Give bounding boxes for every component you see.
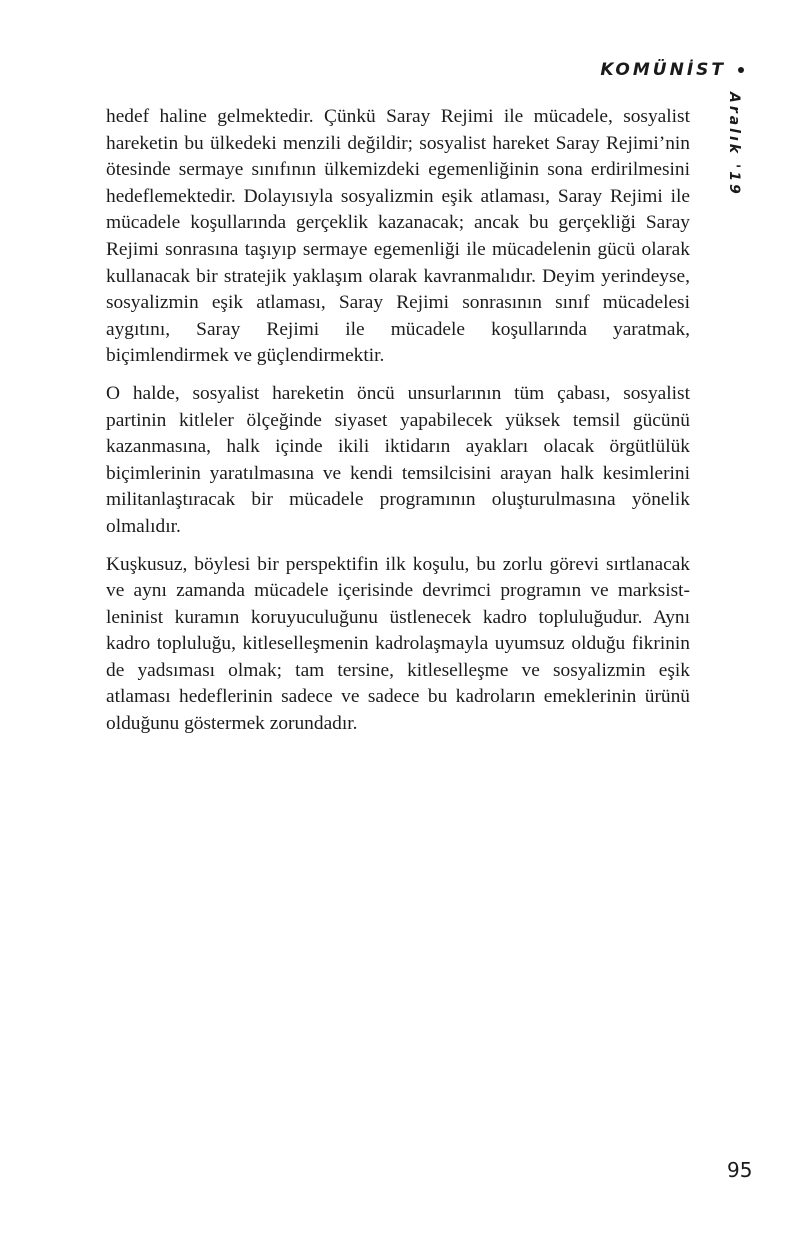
paragraph: O halde, sosyalist hareketin öncü unsurlarının tüm çabası, sosyalist partinin kitleler ölçeğinde siyaset yapabilecek yüksek temsil gücünü kazanmasına, halk içinde ikili iktidarın ayakları olacak örgütlülük biçimlerinin yaratılmasına ve kendi temsilcisini arayan halk kesimlerini militanlaştıracak bir mücadele programının oluşturulmasına yönelik olmalıdır. [106,382,690,537]
paragraph: hedef haline gelmektedir. Çünkü Saray Rejimi ile mücadele, sosyalist hareketin bu ülkedeki menzili değildir; sosyalist hareket Saray Rejimi’nin ötesinde sermaye sınıfının ülkemizdeki egemenliğinin sona erdirilmesini hedeflemektedir. Dolayısıyla sosyalizmin eşik atlaması, Saray Rejimi ile mücadele koşullarında gerçeklik kazanacak; ancak bu gerçekliği Saray Rejimi sonrasına taşıyıp sermaye egemenliği ile mücadelenin gücü olarak kullanacak bir stratejik yaklaşım olarak kavranmalıdır. Deyim yerindeyse, sosyalizmin eşik atlaması, Saray Rejimi sonrasının sınıf mücadelesi aygıtını, Saray Rejimi ile mücadele koşullarında yaratmak, biçimlendirmek ve güçlendirmektir. [106,106,690,367]
page-number: 95 [727,1158,753,1182]
paragraph: Kuşkusuz, böylesi bir perspektifin ilk koşulu, bu zorlu görevi sırtlanacak ve aynı zamanda mücadele içerisinde devrimci programın ve marksist-leninist kuramın koruyuculuğunu üstlenecek kadro topluluğudur. Aynı kadro topluluğu, kitleselleşmenin kadrolaşmayla uyumsuz olduğu fikrinin de yadsıması olmak; tam tersine, kitleselleşme ve sosyalizmin eşik atlaması hedeflerinin sadece ve sadece bu kadroların emeklerinin ürünü olduğunu göstermek zorundadır. [106,553,690,735]
article-body [106,104,690,749]
bullet-icon [738,67,744,73]
issue-label: Aralık '19 [726,92,742,197]
running-header [600,60,744,80]
magazine-name: KOMÜNİST [600,60,726,80]
